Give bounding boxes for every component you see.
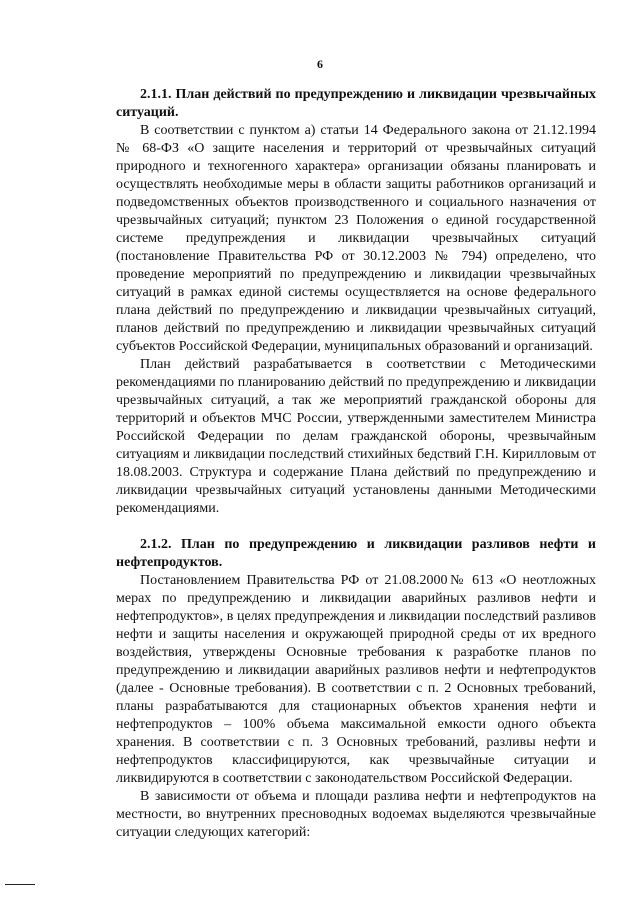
section-spacer [116,518,596,536]
section-2-heading: 2.1.2. План по предупреждению и ликвидации разливов нефти и нефтепродуктов. [116,537,596,570]
document-body [116,86,596,842]
section-1-paragraph-2: План действий разрабатывается в соответствии с Методическими рекомендациями по планированию действий по предупреждению и ликвидации чрезвычайных ситуаций, а так же мероприятий гражданской обороны для территорий и объектов МЧС России, утвержденными заместителем Министра Российской Федерации по делам гражданской обороны, чрезвычайным ситуациям и ликвидации последствий стихийных бедствий Г.Н. Кирилловым от 18.08.2003. Структура и содержание Плана действий по предупреждению и ликвидации чрезвычайных ситуаций установлены данными Методическими рекомендациями. [116,357,596,516]
section-2-paragraph-1: Постановлением Правительства РФ от 21.08.2000№ 613 «О неотложных мерах по предупреждению и ликвидации аварийных разливов нефти и нефтепродуктов», в целях предупреждения и ликвидации последствий разливов нефти и защиты населения и окружающей природной среды от их вредного воздействия, утверждены Основные требования к разработке планов по предупреждению и ликвидации аварийных разливов нефти и нефтепродуктов (далее - Основные требования). В соответствии с п. 2 Основных требований, планы разрабатываются для стационарных объектов хранения нефти и нефтепродуктов – 100% объема максимальной емкости одного объекта хранения. В соответствии с п. 3 Основных требований, разливы нефти и нефтепродуктов классифицируются, как чрезвычайные ситуации и ликвидируются в соответствии с законодательством Российской Федерации. [116,573,596,786]
section-1-paragraph-1: В соответствии с пунктом а) статьи 14 Федерального закона от 21.12.1994 № 68-ФЗ «О защите населения и территорий от чрезвычайных ситуаций природного и техногенного характера» организации обязаны планировать и осуществлять необходимые меры в области защиты работников организаций и подведомственных объектов производственного и социального назначения от чрезвычайных ситуаций; пунктом 23 Положения о единой государственной системе предупреждения и ликвидации чрезвычайных ситуаций (постановление Правительства РФ от 30.12.2003 № 794) определено, что проведение мероприятий по предупреждению и ликвидации чрезвычайных ситуаций в рамках единой системы осуществляется на основе федерального плана действий по предупреждению и ликвидации чрезвычайных ситуаций, планов действий по предупреждению и ликвидации чрезвычайных ситуаций субъектов Российской Федерации, муниципальных образований и организаций. [116,123,596,354]
section-1-heading: 2.1.1. План действий по предупреждению и ликвидации чрезвычайных ситуаций. [116,87,596,120]
section-2-paragraph-2: В зависимости от объема и площади разлива нефти и нефтепродуктов на местности, во внутренних пресноводных водоемах выделяются чрезвычайные ситуации следующих категорий: [116,789,596,840]
footer-rule [5,884,35,885]
page-number: 6 [317,57,323,71]
